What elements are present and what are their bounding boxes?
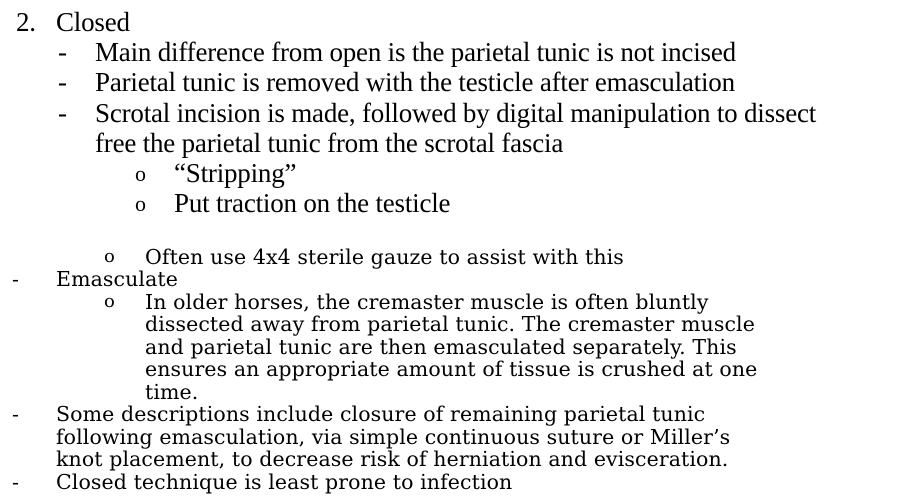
bullet-circle: o (135, 191, 146, 216)
closure-note-text: Some descriptions include closure of remaining parietal tunic (56, 402, 706, 426)
subpoint-text: Put traction on the testicle (174, 188, 451, 218)
closed-point-text: Main difference from open is the parietal tunic is not incised (95, 37, 736, 67)
closed-point-text: Scrotal incision is made, followed by digital manipulation to dissect (95, 98, 817, 128)
section-number: 2. (16, 7, 36, 37)
closure-note-text: knot placement, to decrease risk of herniation and evisceration. (56, 447, 729, 471)
subpoint-text: “Stripping” (174, 158, 297, 188)
bullet-circle: o (135, 161, 146, 186)
closed-point-text: Parietal tunic is removed with the testicle after emasculation (95, 67, 735, 97)
bullet-dash: - (58, 98, 67, 128)
bullet-dash: - (12, 267, 20, 291)
emasculate-subpoint-text: and parietal tunic are then emasculated separately. This (145, 335, 737, 359)
bullet-circle: o (104, 291, 115, 312)
subpoint-text: Often use 4x4 sterile gauze to assist with this (145, 245, 624, 269)
bullet-dash: - (58, 67, 67, 97)
bullet-dash: - (58, 37, 67, 67)
emasculate-subpoint-text: time. (145, 380, 199, 404)
closed-point-text: free the parietal tunic from the scrotal fascia (95, 128, 564, 158)
emasculate-label: Emasculate (56, 267, 178, 291)
closure-note-text: following emasculation, via simple continuous suture or Miller’s (56, 425, 731, 449)
emasculate-subpoint-text: In older horses, the cremaster muscle is often bluntly (145, 290, 709, 314)
emasculate-subpoint-text: dissected away from parietal tunic. The cremaster muscle (145, 312, 755, 336)
bullet-circle: o (104, 246, 115, 267)
bullet-dash: - (12, 402, 20, 426)
section-title: Closed (56, 7, 130, 37)
infection-note-text: Closed technique is least prone to infection (56, 470, 513, 494)
bullet-dash: - (12, 470, 20, 494)
emasculate-subpoint-text: ensures an appropriate amount of tissue is crushed at one (145, 357, 758, 381)
